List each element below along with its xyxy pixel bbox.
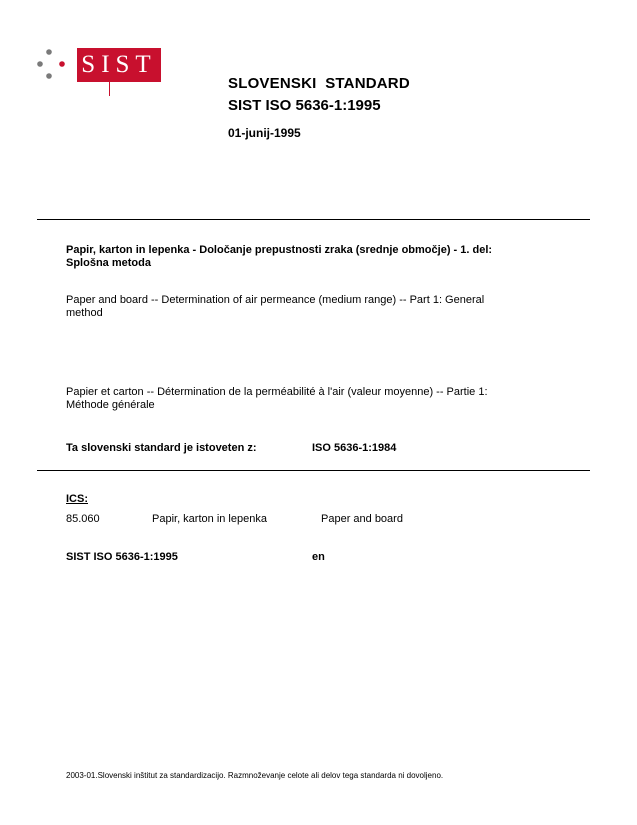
- copyright-footer: 2003-01.Slovenski inštitut za standardizacijo. Razmnoževanje celote ali delov tega standarda ni dovoljeno.: [66, 771, 444, 780]
- ics-description-english: Paper and board: [321, 513, 403, 525]
- equivalence-label: Ta slovenski standard je istoveten z:: [66, 442, 257, 454]
- divider-middle: [37, 470, 590, 471]
- ics-code: 85.060: [66, 513, 100, 525]
- title-slovenian-line2: Splošna metoda: [66, 257, 151, 269]
- logo-dot-2: [37, 61, 43, 67]
- title-english-line2: method: [66, 307, 103, 319]
- title-french: [66, 386, 566, 412]
- document-date: 01-junij-1995: [228, 126, 301, 140]
- sist-logo-dots: [36, 47, 68, 81]
- sist-logo-text: SIST: [81, 51, 157, 78]
- logo-dot-1: [46, 49, 52, 55]
- sist-logo: [77, 48, 161, 82]
- logo-dot-3: [46, 73, 52, 79]
- document-code: SIST ISO 5636-1:1995: [228, 97, 381, 114]
- divider-top: [37, 219, 590, 220]
- standard-code: SIST ISO 5636-1:1995: [66, 551, 178, 563]
- ics-description-slovenian: Papir, karton in lepenka: [152, 513, 267, 525]
- ics-label: ICS:: [66, 493, 88, 505]
- document-type: SLOVENSKI STANDARD: [228, 75, 410, 92]
- standard-language: en: [312, 551, 325, 563]
- title-french-line1: Papier et carton -- Détermination de la perméabilité à l'air (valeur moyenne) -- Partie 1:: [66, 386, 488, 398]
- title-french-line2: Méthode générale: [66, 399, 155, 411]
- logo-dot-4: [59, 61, 65, 67]
- title-slovenian: [66, 244, 566, 270]
- equivalence-value: ISO 5636-1:1984: [312, 442, 397, 454]
- title-english: [66, 294, 566, 320]
- sist-logo-stem: [109, 82, 110, 96]
- title-english-line1: Paper and board -- Determination of air permeance (medium range) -- Part 1: General: [66, 294, 485, 306]
- title-slovenian-line1: Papir, karton in lepenka - Določanje prepustnosti zraka (srednje območje) - 1. del:: [66, 244, 493, 256]
